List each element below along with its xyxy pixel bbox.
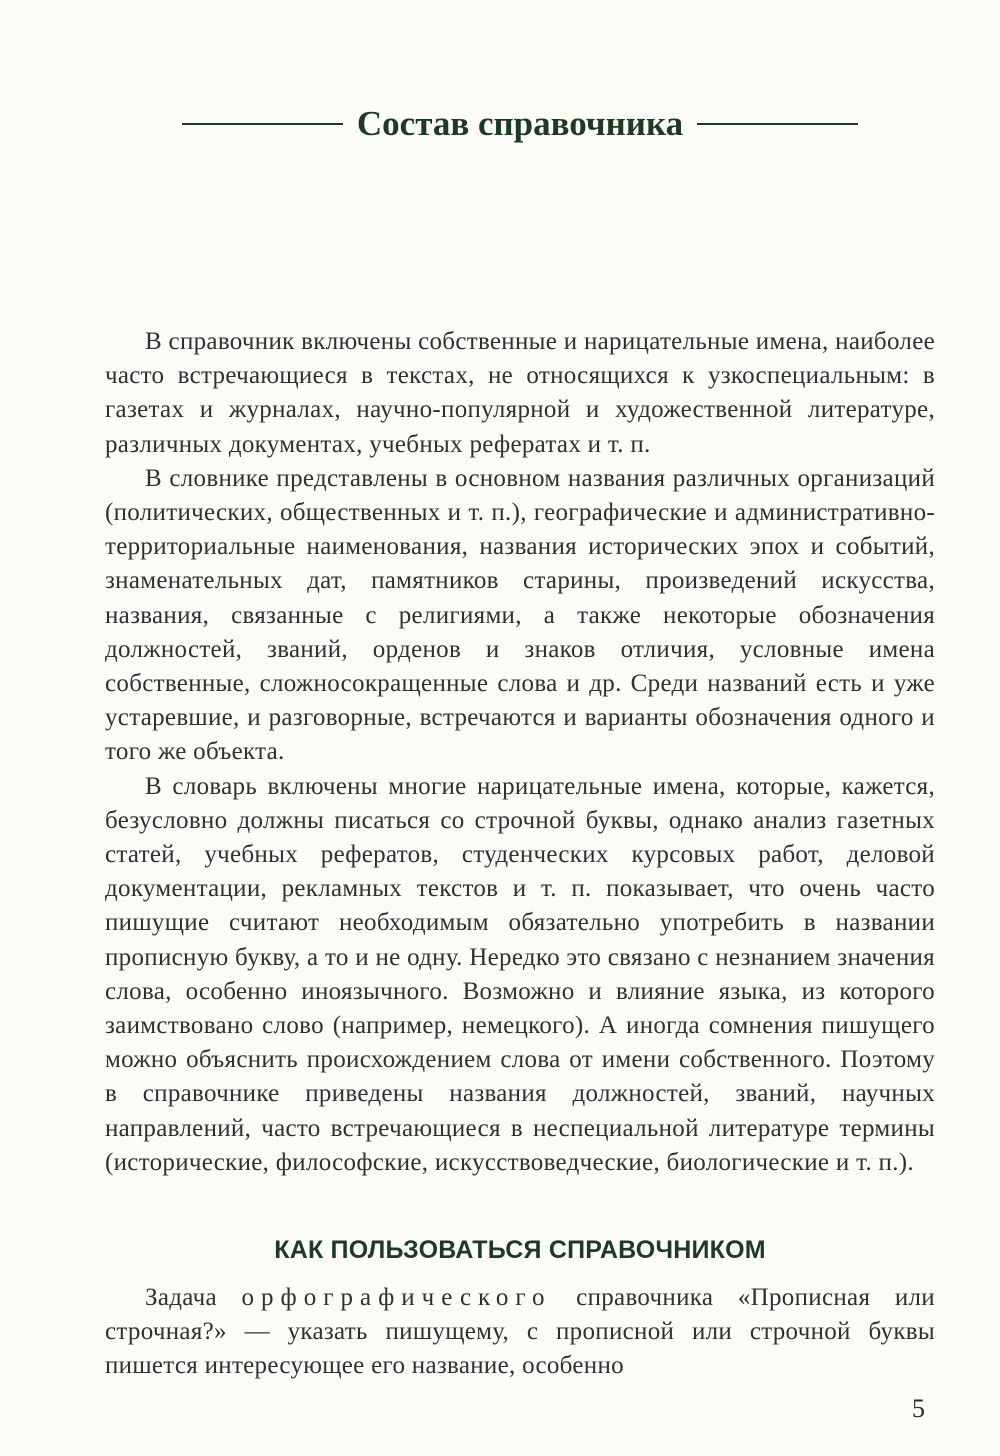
section-paragraph: [105, 1281, 935, 1384]
spaced-emphasis: орфографического: [241, 1284, 552, 1311]
paragraph-1: В справочник включены собственные и нарицательные имена, наиболее часто встречающиеся в текстах, не относящихся к узкоспециальным: в газетах и журналах, научно-популярной и художественной литературе, различных документах, учебных рефератах и т. п.: [105, 328, 935, 458]
section-paragraph-start: Задача: [145, 1284, 242, 1311]
page-title-row: [182, 100, 858, 148]
paragraph-2: В словнике представлены в основном названия различных организаций (политических, общественных и т. п.), географические и административно-территориальные наименования, названия исторических эпох и событий, знаменательных дат, памятников старины, произведений искусства, названия, связанные с религиями, а также некоторые обозначения должностей, званий, орденов и знаков отличия, условные имена собственные, сложносокращенные слова и др. Среди названий есть и уже устаревшие, и разговорные, встречаются и варианты обозначения одного и того же объекта.: [105, 464, 935, 766]
title-rule-left: [182, 123, 343, 125]
section-paragraph-rest: справочника «Прописная или строчная?» — указать пишущему, с прописной или строчной буквы пишется интересующее его название, особенно: [105, 1284, 935, 1380]
title-rule-right: [697, 123, 858, 125]
page-title: Состав справочника: [356, 104, 684, 143]
body-text: [105, 325, 935, 1180]
paragraph-3: В словарь включены многие нарицательные имена, которые, кажется, безусловно должны писаться со строчной буквы, однако анализ газетных статей, учебных рефератов, студенческих курсовых работ, деловой документации, рекламных текстов и т. п. показывает, что очень часто пишущие считают необходимым обязательно употребить в названии прописную букву, а то и не одну. Нередко это связано с незнанием значения слова, особенно иноязычного. Возможно и влияние языка, из которого заимствовано слово (например, немецкого). А иногда сомнения пишущего можно объяснить происхождением слова от имени собственного. Поэтому в справочнике приведены названия должностей, званий, научных направлений, часто встречающиеся в неспециальной литературе термины (исторические, философские, искусствоведческие, биологические и т. п.).: [105, 772, 935, 1176]
page-number: 5: [912, 1394, 925, 1423]
section-heading: КАК ПОЛЬЗОВАТЬСЯ СПРАВОЧНИКОМ: [274, 1236, 766, 1264]
section-body: [105, 1281, 935, 1384]
